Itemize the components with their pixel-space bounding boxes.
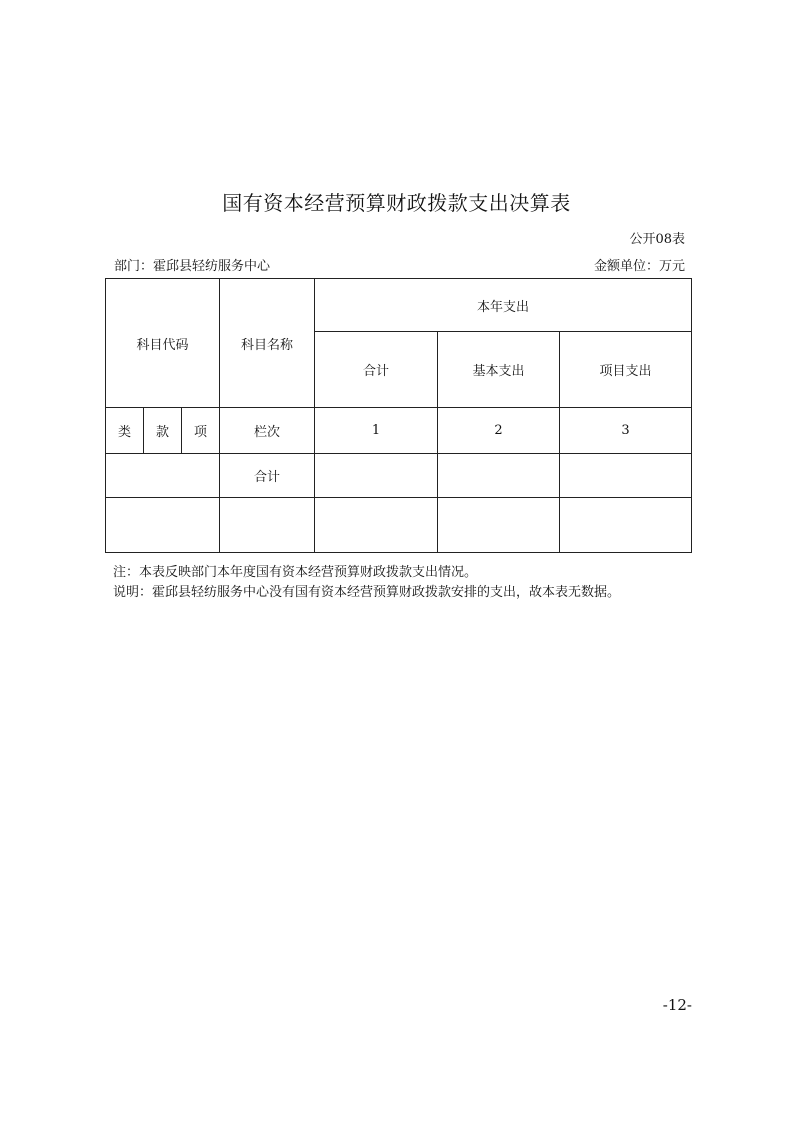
header-total: 合计: [315, 332, 438, 408]
sum-row: [106, 454, 692, 498]
amount-unit-label: 金额单位：万元: [593, 259, 685, 274]
column-number-2: 2: [438, 408, 560, 454]
sum-row-code-cell: [106, 454, 220, 498]
empty-name-cell: [220, 498, 315, 553]
empty-project-cell: [560, 498, 692, 553]
sum-row-total-cell: [315, 454, 438, 498]
page-number: -12-: [662, 996, 692, 1014]
header-project-expense: 项目支出: [560, 332, 692, 408]
header-subject-code: 科目代码: [106, 279, 220, 408]
header-section: 款: [144, 408, 182, 454]
column-index-row: [106, 408, 692, 454]
table-explanation: 说明：霍邱县轻纺服务中心没有国有资本经营预算财政拨款安排的支出，故本表无数据。: [113, 585, 621, 600]
header-column-index: 栏次: [220, 408, 315, 454]
empty-data-row: [106, 498, 692, 553]
sum-row-basic-cell: [438, 454, 560, 498]
sum-row-project-cell: [560, 454, 692, 498]
form-number: 公开08表: [629, 232, 685, 247]
header-current-year-expense: 本年支出: [315, 279, 692, 332]
header-row-1: [106, 279, 692, 332]
empty-code-cell: [106, 498, 220, 553]
budget-table: [105, 278, 692, 553]
header-item: 项: [182, 408, 220, 454]
empty-basic-cell: [438, 498, 560, 553]
header-basic-expense: 基本支出: [438, 332, 560, 408]
department-label: 部门：霍邱县轻纺服务中心: [114, 259, 271, 274]
empty-total-cell: [315, 498, 438, 553]
column-number-1: 1: [315, 408, 438, 454]
table-note: 注：本表反映部门本年度国有资本经营预算财政拨款支出情况。: [113, 565, 478, 580]
sum-row-label: 合计: [220, 454, 315, 498]
page-title: 国有资本经营预算财政拨款支出决算表: [222, 191, 571, 215]
column-number-3: 3: [560, 408, 692, 454]
header-subject-name: 科目名称: [220, 279, 315, 408]
header-category: 类: [106, 408, 144, 454]
